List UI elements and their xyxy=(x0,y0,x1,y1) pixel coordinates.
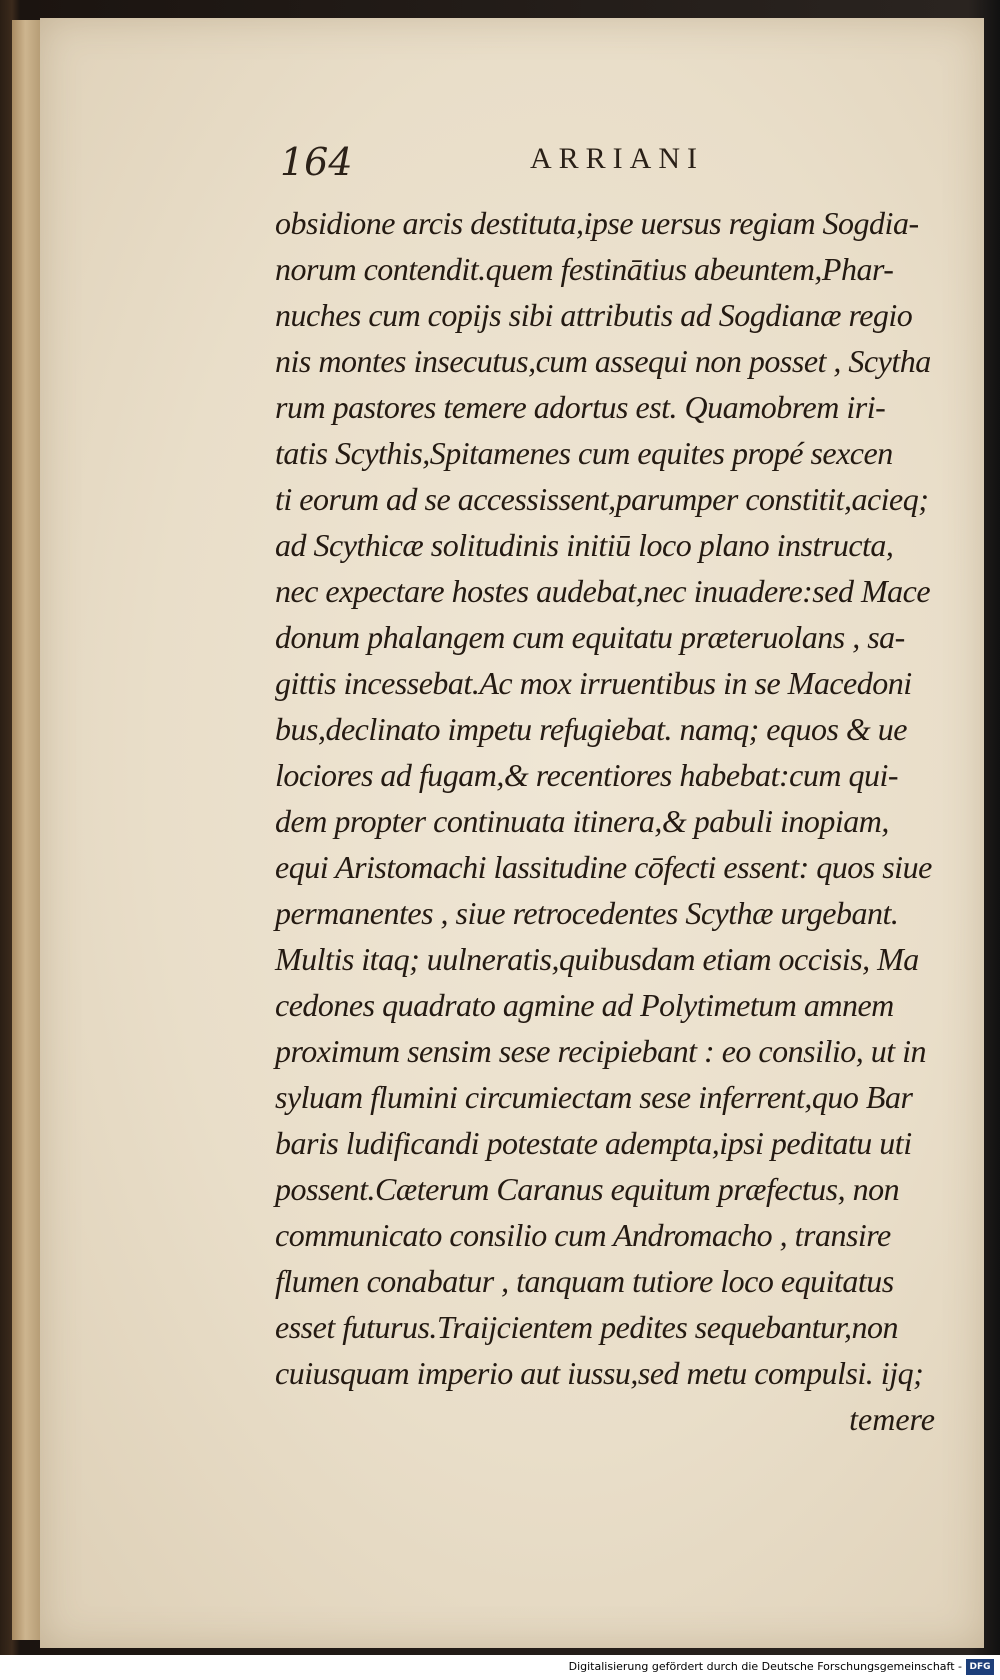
text-line: donum phalangem cum equitatu præteruolans , sa- xyxy=(275,619,905,655)
text-block xyxy=(275,200,965,1442)
footer-bar xyxy=(0,1655,1000,1680)
text-line: norum contendit.quem festinātius abeuntem,Phar- xyxy=(275,251,894,287)
text-line: obsidione arcis destituta,ipse uersus regiam Sogdia- xyxy=(275,205,919,241)
text-line: dem propter continuata itinera,& pabuli inopiam, xyxy=(275,803,889,839)
text-line: cedones quadrato agmine ad Polytimetum amnem xyxy=(275,987,894,1023)
text-line: lociores ad fugam,& recentiores habebat:cum qui- xyxy=(275,757,898,793)
catchword: temere xyxy=(849,1401,935,1437)
text-line: gittis incessebat.Ac mox irruentibus in se Macedoni xyxy=(275,665,912,701)
running-head: ARRIANI xyxy=(530,142,704,175)
text-line: nec expectare hostes audebat,nec inuadere:sed Mace xyxy=(275,573,931,609)
text-line: proximum sensim sese recipiebant : eo consilio, ut in xyxy=(275,1033,927,1069)
text-line: esset futurus.Traijcientem pedites sequebantur,non xyxy=(275,1309,898,1345)
page-number: 164 xyxy=(280,140,353,184)
text-line: ti eorum ad se accessissent,parumper constitit,acieq; xyxy=(275,481,929,517)
text-line: ad Scythicæ solitudinis initiū loco plano instructa, xyxy=(275,527,894,563)
text-line: bus,declinato impetu refugiebat. namq; equos & ue xyxy=(275,711,907,747)
show-through-marginalia xyxy=(120,498,200,558)
text-line: communicato consilio cum Andromacho , transire xyxy=(275,1217,891,1253)
text-line: baris ludificandi potestate adempta,ipsi peditatu uti xyxy=(275,1125,912,1161)
page-edge xyxy=(12,20,42,1640)
text-line: Multis itaq; uulneratis,quibusdam etiam occisis, Ma xyxy=(275,941,919,977)
text-line: nuches cum copijs sibi attributis ad Sogdianæ regio xyxy=(275,297,913,333)
text-line: cuiusquam imperio aut iussu,sed metu compulsi. ijq; xyxy=(275,1355,924,1391)
text-line: equi Aristomachi lassitudine cōfecti essent: quos siue xyxy=(275,849,932,885)
text-line: tatis Scythis,Spitamenes cum equites propé sexcen xyxy=(275,435,893,471)
page-header xyxy=(280,140,960,190)
text-line: permanentes , siue retrocedentes Scythæ urgebant. xyxy=(275,895,899,931)
dfg-logo: DFG xyxy=(966,1659,994,1675)
text-line: rum pastores temere adortus est. Quamobrem iri- xyxy=(275,389,886,425)
text-line: possent.Cæterum Caranus equitum præfectus, non xyxy=(275,1171,900,1207)
text-line: syluam flumini circumiectam sese inferrent,quo Bar xyxy=(275,1079,913,1115)
text-line: nis montes insecutus,cum assequi non posset , Scytha xyxy=(275,343,931,379)
text-line: flumen conabatur , tanquam tutiore loco equitatus xyxy=(275,1263,894,1299)
funding-notice: Digitalisierung gefördert durch die Deutsche Forschungsgemeinschaft - xyxy=(568,1660,962,1673)
